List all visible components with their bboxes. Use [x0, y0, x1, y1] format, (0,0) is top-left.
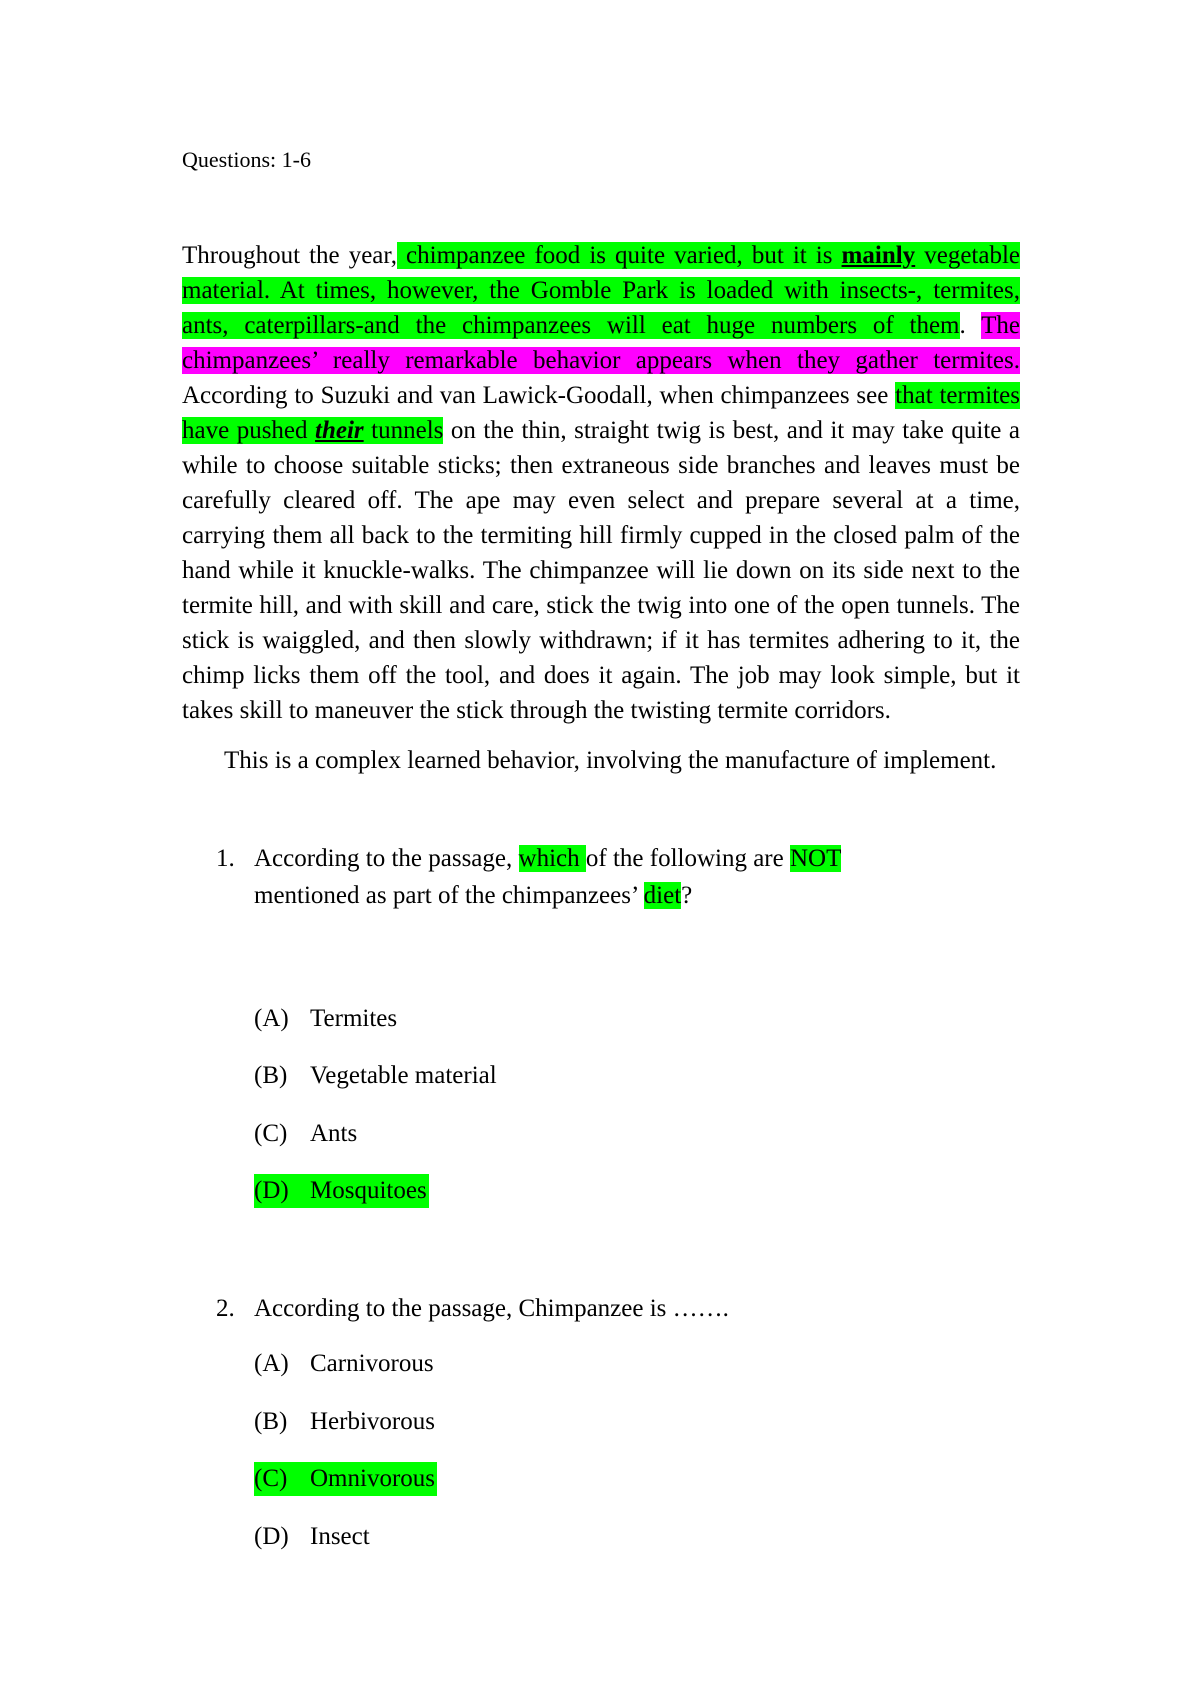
question-text-part: According to the passage, [254, 845, 519, 872]
q2-option-c-highlighted [254, 1462, 437, 1496]
q2-option-b [254, 1405, 435, 1439]
highlight-magenta: The chimpanzees’ really remarkable behavior appears when they gather termites. [182, 312, 1020, 374]
highlight-diet: diet [643, 882, 682, 909]
question-1 [182, 840, 1022, 914]
passage-text: chimpanzee food is quite varied, but it is [396, 242, 842, 269]
q1-option-a [254, 1002, 397, 1036]
option-text: Mosquitoes [310, 1177, 427, 1204]
q2-option-a [254, 1347, 434, 1381]
option-letter: (B) [254, 1062, 288, 1089]
option-letter: (D) [254, 1523, 289, 1550]
passage-text: on the thin, straight twig is best, and it may take quite a while to choose suitable sticks; then extraneous side branches and leaves must be carefully cleared off. The ape may even select and prepare several at a time, carrying them all back to the termiting hill firmly cupped in the closed palm of the hand while it knuckle-walks. The chimpanzee will lie down on its side next to the termite hill, and with skill and care, stick the twig into one of the open tunnels. The stick is waiggled, and then slowly withdrawn; if it has termites adhering to it, the chimp licks them off the tool, and does it again. The job may look simple, but it takes skill to maneuver the stick through the twisting termite corridors. [182, 417, 1020, 724]
option-text: Termites [310, 1005, 398, 1032]
question-text-part: mentioned as part of the chimpanzees’ [254, 882, 644, 909]
option-text: Herbivorous [310, 1408, 435, 1435]
reading-passage [182, 238, 1020, 778]
passage-text: According to Suzuki and van Lawick-Goodall, when chimpanzees see [182, 382, 896, 409]
passage-text: . [959, 312, 982, 339]
option-letter: (C) [254, 1120, 288, 1147]
emphasis-their: their [315, 417, 364, 444]
option-letter: (D) [254, 1177, 289, 1204]
option-text: Vegetable material [310, 1062, 497, 1089]
questions-heading: Questions: 1-6 [182, 147, 311, 172]
option-letter: (A) [254, 1350, 289, 1377]
q1-option-b [254, 1059, 497, 1093]
question-2 [182, 1290, 1022, 1327]
option-letter: (C) [254, 1465, 288, 1492]
option-text: Ants [310, 1120, 358, 1147]
emphasis-mainly: mainly [841, 242, 916, 269]
question-number: 1. [216, 845, 235, 872]
question-text: According to the passage, Chimpanzee is ……. [254, 1295, 729, 1322]
question-text [254, 840, 1022, 914]
option-text: Insect [310, 1523, 370, 1550]
passage-text: tunnels [363, 417, 444, 444]
q2-option-d [254, 1520, 370, 1554]
option-text: Omnivorous [310, 1465, 435, 1492]
question-number: 2. [216, 1295, 235, 1322]
passage-text: that termites have pushed [182, 382, 1020, 444]
passage-text: vegetable material. At times, however, the Gomble Park is loaded with insects-, termites, ants, caterpillars-and the chimpanzees will eat huge numbers of them [182, 242, 1021, 339]
q1-option-c [254, 1117, 357, 1151]
question-text-part: of the following are [585, 845, 790, 872]
option-text: Carnivorous [310, 1350, 434, 1377]
passage-paragraph-2: This is a complex learned behavior, involving the manufacture of implement. [224, 747, 997, 774]
highlight-which: which [518, 845, 586, 872]
option-letter: (B) [254, 1408, 288, 1435]
q1-option-d-highlighted [254, 1174, 429, 1208]
option-letter: (A) [254, 1005, 289, 1032]
question-text-part: ? [681, 882, 693, 909]
passage-text: Throughout the year, [182, 242, 397, 269]
highlight-not: NOT [789, 845, 842, 872]
passage-paragraph-1 [182, 238, 1020, 728]
